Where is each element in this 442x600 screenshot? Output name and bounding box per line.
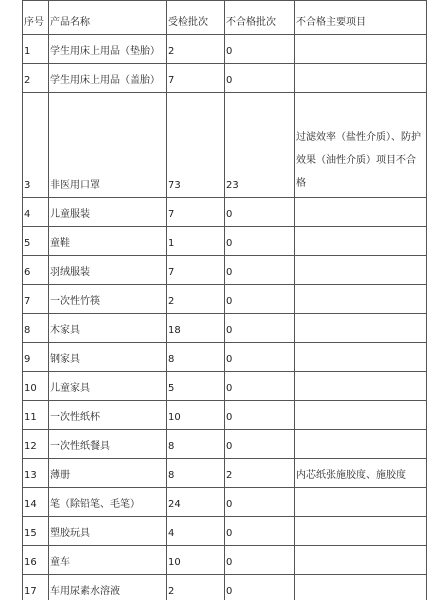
cell-inspected: 7 (167, 256, 225, 285)
header-items: 不合格主要项目 (295, 1, 427, 35)
cell-no: 16 (23, 546, 49, 575)
cell-items (295, 430, 427, 459)
cell-failed: 0 (225, 575, 295, 600)
cell-items (295, 314, 427, 343)
cell-inspected: 8 (167, 343, 225, 372)
cell-name: 儿童服装 (49, 198, 167, 227)
cell-no: 7 (23, 285, 49, 314)
cell-inspected: 2 (167, 575, 225, 600)
cell-inspected: 24 (167, 488, 225, 517)
cell-items (295, 372, 427, 401)
cell-no: 17 (23, 575, 49, 600)
cell-name: 一次性竹筷 (49, 285, 167, 314)
table-row (23, 35, 427, 64)
cell-items (295, 227, 427, 256)
cell-inspected: 8 (167, 430, 225, 459)
cell-items (295, 343, 427, 372)
header-failed: 不合格批次 (225, 1, 295, 35)
cell-items (295, 285, 427, 314)
cell-items: 内芯纸张施胶度、施胶度 (295, 459, 427, 488)
cell-name: 薄册 (49, 459, 167, 488)
cell-name: 非医用口罩 (49, 93, 167, 198)
cell-failed: 0 (225, 401, 295, 430)
table-row (23, 285, 427, 314)
cell-items (295, 575, 427, 600)
cell-name: 笔（除铅笔、毛笔） (49, 488, 167, 517)
cell-inspected: 2 (167, 285, 225, 314)
cell-no: 8 (23, 314, 49, 343)
cell-failed: 2 (225, 459, 295, 488)
cell-items (295, 198, 427, 227)
cell-no: 13 (23, 459, 49, 488)
cell-no: 2 (23, 64, 49, 93)
cell-name: 童车 (49, 546, 167, 575)
table-row (23, 372, 427, 401)
table-row (23, 401, 427, 430)
cell-name: 儿童家具 (49, 372, 167, 401)
cell-failed: 0 (225, 314, 295, 343)
cell-no: 4 (23, 198, 49, 227)
cell-inspected: 10 (167, 401, 225, 430)
table-row (23, 343, 427, 372)
cell-inspected: 73 (167, 93, 225, 198)
cell-failed: 0 (225, 372, 295, 401)
table-row (23, 198, 427, 227)
cell-inspected: 7 (167, 64, 225, 93)
cell-inspected: 18 (167, 314, 225, 343)
table-row (23, 256, 427, 285)
table-row (23, 459, 427, 488)
table-row (23, 575, 427, 600)
cell-failed: 0 (225, 35, 295, 64)
cell-no: 6 (23, 256, 49, 285)
cell-failed: 0 (225, 198, 295, 227)
cell-inspected: 10 (167, 546, 225, 575)
cell-no: 11 (23, 401, 49, 430)
cell-items: 过滤效率（盐性介质）、防护效果（油性介质）项目不合格 (295, 93, 427, 198)
table-row (23, 430, 427, 459)
cell-name: 钢家具 (49, 343, 167, 372)
cell-failed: 0 (225, 285, 295, 314)
cell-no: 5 (23, 227, 49, 256)
cell-items (295, 488, 427, 517)
cell-no: 14 (23, 488, 49, 517)
header-name: 产品名称 (49, 1, 167, 35)
table-row (23, 314, 427, 343)
cell-failed: 0 (225, 343, 295, 372)
cell-no: 3 (23, 93, 49, 198)
cell-no: 10 (23, 372, 49, 401)
cell-name: 童鞋 (49, 227, 167, 256)
cell-failed: 0 (225, 227, 295, 256)
cell-items (295, 546, 427, 575)
cell-failed: 0 (225, 64, 295, 93)
table-row (23, 227, 427, 256)
cell-name: 一次性纸餐具 (49, 430, 167, 459)
table-row (23, 488, 427, 517)
cell-inspected: 5 (167, 372, 225, 401)
cell-name: 塑胶玩具 (49, 517, 167, 546)
table-row (23, 517, 427, 546)
cell-name: 一次性纸杯 (49, 401, 167, 430)
cell-name: 羽绒服装 (49, 256, 167, 285)
cell-name: 学生用床上用品（垫胎） (49, 35, 167, 64)
cell-failed: 0 (225, 546, 295, 575)
cell-inspected: 4 (167, 517, 225, 546)
cell-name: 学生用床上用品（盖胎） (49, 64, 167, 93)
cell-items (295, 401, 427, 430)
cell-no: 9 (23, 343, 49, 372)
cell-failed: 0 (225, 517, 295, 546)
cell-name: 木家具 (49, 314, 167, 343)
table-row (23, 546, 427, 575)
inspection-table (22, 0, 427, 600)
cell-no: 12 (23, 430, 49, 459)
cell-name: 车用尿素水溶液 (49, 575, 167, 600)
cell-no: 1 (23, 35, 49, 64)
cell-no: 15 (23, 517, 49, 546)
header-inspected: 受检批次 (167, 1, 225, 35)
cell-inspected: 2 (167, 35, 225, 64)
cell-items (295, 517, 427, 546)
cell-failed: 23 (225, 93, 295, 198)
cell-inspected: 1 (167, 227, 225, 256)
cell-items (295, 256, 427, 285)
cell-items (295, 64, 427, 93)
cell-inspected: 7 (167, 198, 225, 227)
cell-inspected: 8 (167, 459, 225, 488)
cell-failed: 0 (225, 256, 295, 285)
table-row (23, 93, 427, 198)
cell-failed: 0 (225, 488, 295, 517)
cell-failed: 0 (225, 430, 295, 459)
cell-items (295, 35, 427, 64)
header-no: 序号 (23, 1, 49, 35)
table-row (23, 64, 427, 93)
header-row (23, 1, 427, 35)
